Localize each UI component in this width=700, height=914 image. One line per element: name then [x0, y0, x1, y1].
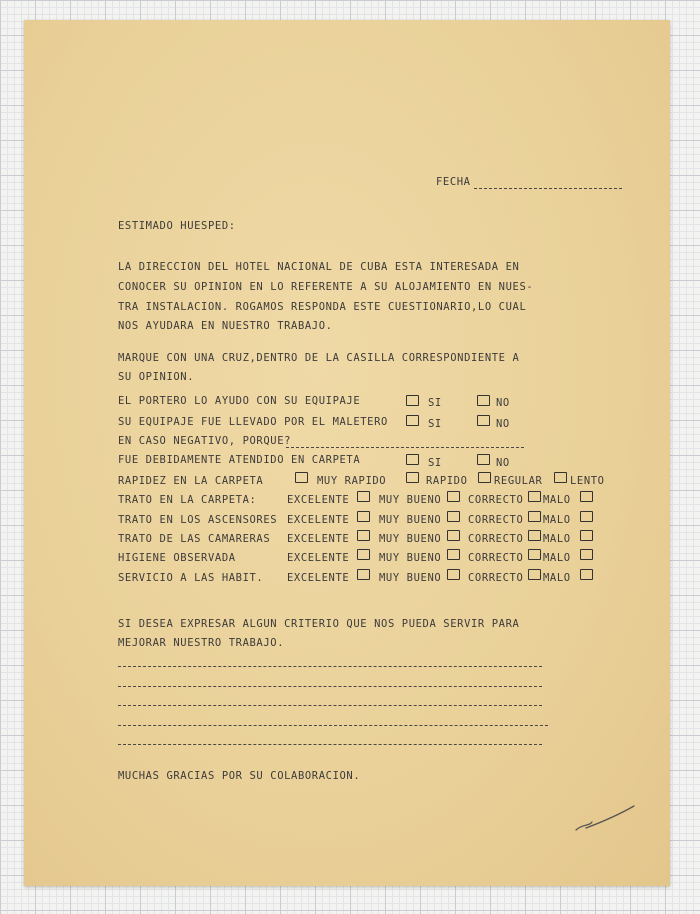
rating-row-servicio-muy-bueno-checkbox[interactable] [447, 569, 460, 580]
rating-row-ascensores-label: TRATO EN LOS ASCENSORES [118, 514, 278, 526]
instruction-line-1: MARQUE CON UNA CRUZ,DENTRO DE LA CASILLA CORRESPONDIENTE A [118, 352, 520, 364]
rating-row-higiene-muy-bueno-checkbox[interactable] [447, 549, 460, 560]
rating-row-carpeta-malo-checkbox[interactable] [580, 491, 593, 502]
rating-row-servicio-excelente: EXCELENTE [287, 572, 350, 584]
intro-line-4: NOS AYUDARA EN NUESTRO TRABAJO. [118, 320, 333, 332]
question-porter-no-checkbox[interactable] [477, 395, 490, 406]
question-luggage-no-label: NO [496, 418, 510, 430]
question-porter-no-label: NO [496, 397, 510, 409]
rating-row-higiene-label: HIGIENE OBSERVADA [118, 552, 236, 564]
rating-row-servicio-label: SERVICIO A LAS HABIT. [118, 572, 264, 584]
rating-row-carpeta-muy-bueno: MUY BUENO [379, 494, 442, 506]
rating-row-camareras-label: TRATO DE LAS CAMARERAS [118, 533, 271, 545]
rating-row-camareras-correcto: CORRECTO [468, 533, 524, 545]
speed-rapido-label: RAPIDO [426, 475, 468, 487]
question-attended-si-checkbox[interactable] [406, 454, 419, 465]
feedback-line-5[interactable] [118, 744, 542, 745]
rating-row-servicio-excelente-checkbox[interactable] [357, 569, 370, 580]
rating-row-ascensores-excelente-checkbox[interactable] [357, 511, 370, 522]
feedback-prompt-line-2: MEJORAR NUESTRO TRABAJO. [118, 637, 285, 649]
intro-line-1: LA DIRECCION DEL HOTEL NACIONAL DE CUBA ESTA INTERESADA EN [118, 261, 520, 273]
question-attended-no-label: NO [496, 457, 510, 469]
rating-row-servicio-malo-checkbox[interactable] [580, 569, 593, 580]
rating-row-ascensores-excelente: EXCELENTE [287, 514, 350, 526]
feedback-line-4[interactable] [118, 725, 548, 726]
rating-row-higiene-muy-bueno: MUY BUENO [379, 552, 442, 564]
question-porter-si-checkbox[interactable] [406, 395, 419, 406]
fecha-label: FECHA [436, 176, 471, 188]
speed-lento-checkbox[interactable] [554, 472, 567, 483]
rating-row-servicio-muy-bueno: MUY BUENO [379, 572, 442, 584]
rating-row-higiene-malo-checkbox[interactable] [580, 549, 593, 560]
speed-rapido-checkbox[interactable] [406, 472, 419, 483]
closing-text: MUCHAS GRACIAS POR SU COLABORACION. [118, 770, 361, 782]
rating-row-ascensores-correcto: CORRECTO [468, 514, 524, 526]
speed-label: RAPIDEZ EN LA CARPETA [118, 475, 264, 487]
rating-row-camareras-muy-bueno: MUY BUENO [379, 533, 442, 545]
rating-row-servicio-correcto-checkbox[interactable] [528, 569, 541, 580]
rating-row-camareras-malo: MALO [543, 533, 571, 545]
speed-regular-label: REGULAR [494, 475, 543, 487]
rating-row-carpeta-label: TRATO EN LA CARPETA: [118, 494, 257, 506]
feedback-line-3[interactable] [118, 705, 542, 706]
rating-row-camareras-malo-checkbox[interactable] [580, 530, 593, 541]
speed-regular-checkbox[interactable] [478, 472, 491, 483]
rating-row-servicio-malo: MALO [543, 572, 571, 584]
question-attended-label: FUE DEBIDAMENTE ATENDIDO EN CARPETA [118, 454, 361, 466]
rating-row-ascensores-muy-bueno: MUY BUENO [379, 514, 442, 526]
question-luggage-si-checkbox[interactable] [406, 415, 419, 426]
instruction-line-2: SU OPINION. [118, 371, 195, 383]
question-porter-si-label: SI [428, 397, 442, 409]
rating-row-carpeta-correcto: CORRECTO [468, 494, 524, 506]
question-luggage-no-checkbox[interactable] [477, 415, 490, 426]
greeting: ESTIMADO HUESPED: [118, 220, 236, 232]
rating-row-carpeta-excelente-checkbox[interactable] [357, 491, 370, 502]
rating-row-camareras-correcto-checkbox[interactable] [528, 530, 541, 541]
pencil-mark-icon [572, 804, 642, 834]
question-attended-si-label: SI [428, 457, 442, 469]
rating-row-higiene-excelente: EXCELENTE [287, 552, 350, 564]
question-attended-no-checkbox[interactable] [477, 454, 490, 465]
rating-row-carpeta-malo: MALO [543, 494, 571, 506]
rating-row-camareras-excelente-checkbox[interactable] [357, 530, 370, 541]
negative-case-line[interactable] [286, 447, 524, 448]
feedback-line-1[interactable] [118, 666, 542, 667]
question-luggage-label: SU EQUIPAJE FUE LLEVADO POR EL MALETERO [118, 416, 388, 428]
rating-row-servicio-correcto: CORRECTO [468, 572, 524, 584]
rating-row-higiene-malo: MALO [543, 552, 571, 564]
rating-row-carpeta-muy-bueno-checkbox[interactable] [447, 491, 460, 502]
speed-muy-rapido-checkbox[interactable] [295, 472, 308, 483]
rating-row-camareras-muy-bueno-checkbox[interactable] [447, 530, 460, 541]
rating-row-ascensores-malo: MALO [543, 514, 571, 526]
questionnaire-sheet [24, 20, 670, 886]
rating-row-ascensores-malo-checkbox[interactable] [580, 511, 593, 522]
rating-row-ascensores-correcto-checkbox[interactable] [528, 511, 541, 522]
rating-row-camareras-excelente: EXCELENTE [287, 533, 350, 545]
rating-row-higiene-correcto: CORRECTO [468, 552, 524, 564]
feedback-line-2[interactable] [118, 686, 542, 687]
question-porter-label: EL PORTERO LO AYUDO CON SU EQUIPAJE [118, 395, 361, 407]
intro-line-2: CONOCER SU OPINION EN LO REFERENTE A SU ALOJAMIENTO EN NUES- [118, 281, 534, 293]
speed-lento-label: LENTO [570, 475, 605, 487]
fecha-line[interactable] [474, 188, 622, 189]
question-luggage-si-label: SI [428, 418, 442, 430]
rating-row-ascensores-muy-bueno-checkbox[interactable] [447, 511, 460, 522]
rating-row-carpeta-excelente: EXCELENTE [287, 494, 350, 506]
negative-case-label: EN CASO NEGATIVO, PORQUE? [118, 435, 292, 447]
intro-line-3: TRA INSTALACION. ROGAMOS RESPONDA ESTE CUESTIONARIO,LO CUAL [118, 301, 527, 313]
rating-row-carpeta-correcto-checkbox[interactable] [528, 491, 541, 502]
rating-row-higiene-excelente-checkbox[interactable] [357, 549, 370, 560]
speed-muy-rapido-label: MUY RAPIDO [317, 475, 387, 487]
feedback-prompt-line-1: SI DESEA EXPRESAR ALGUN CRITERIO QUE NOS PUEDA SERVIR PARA [118, 618, 520, 630]
rating-row-higiene-correcto-checkbox[interactable] [528, 549, 541, 560]
